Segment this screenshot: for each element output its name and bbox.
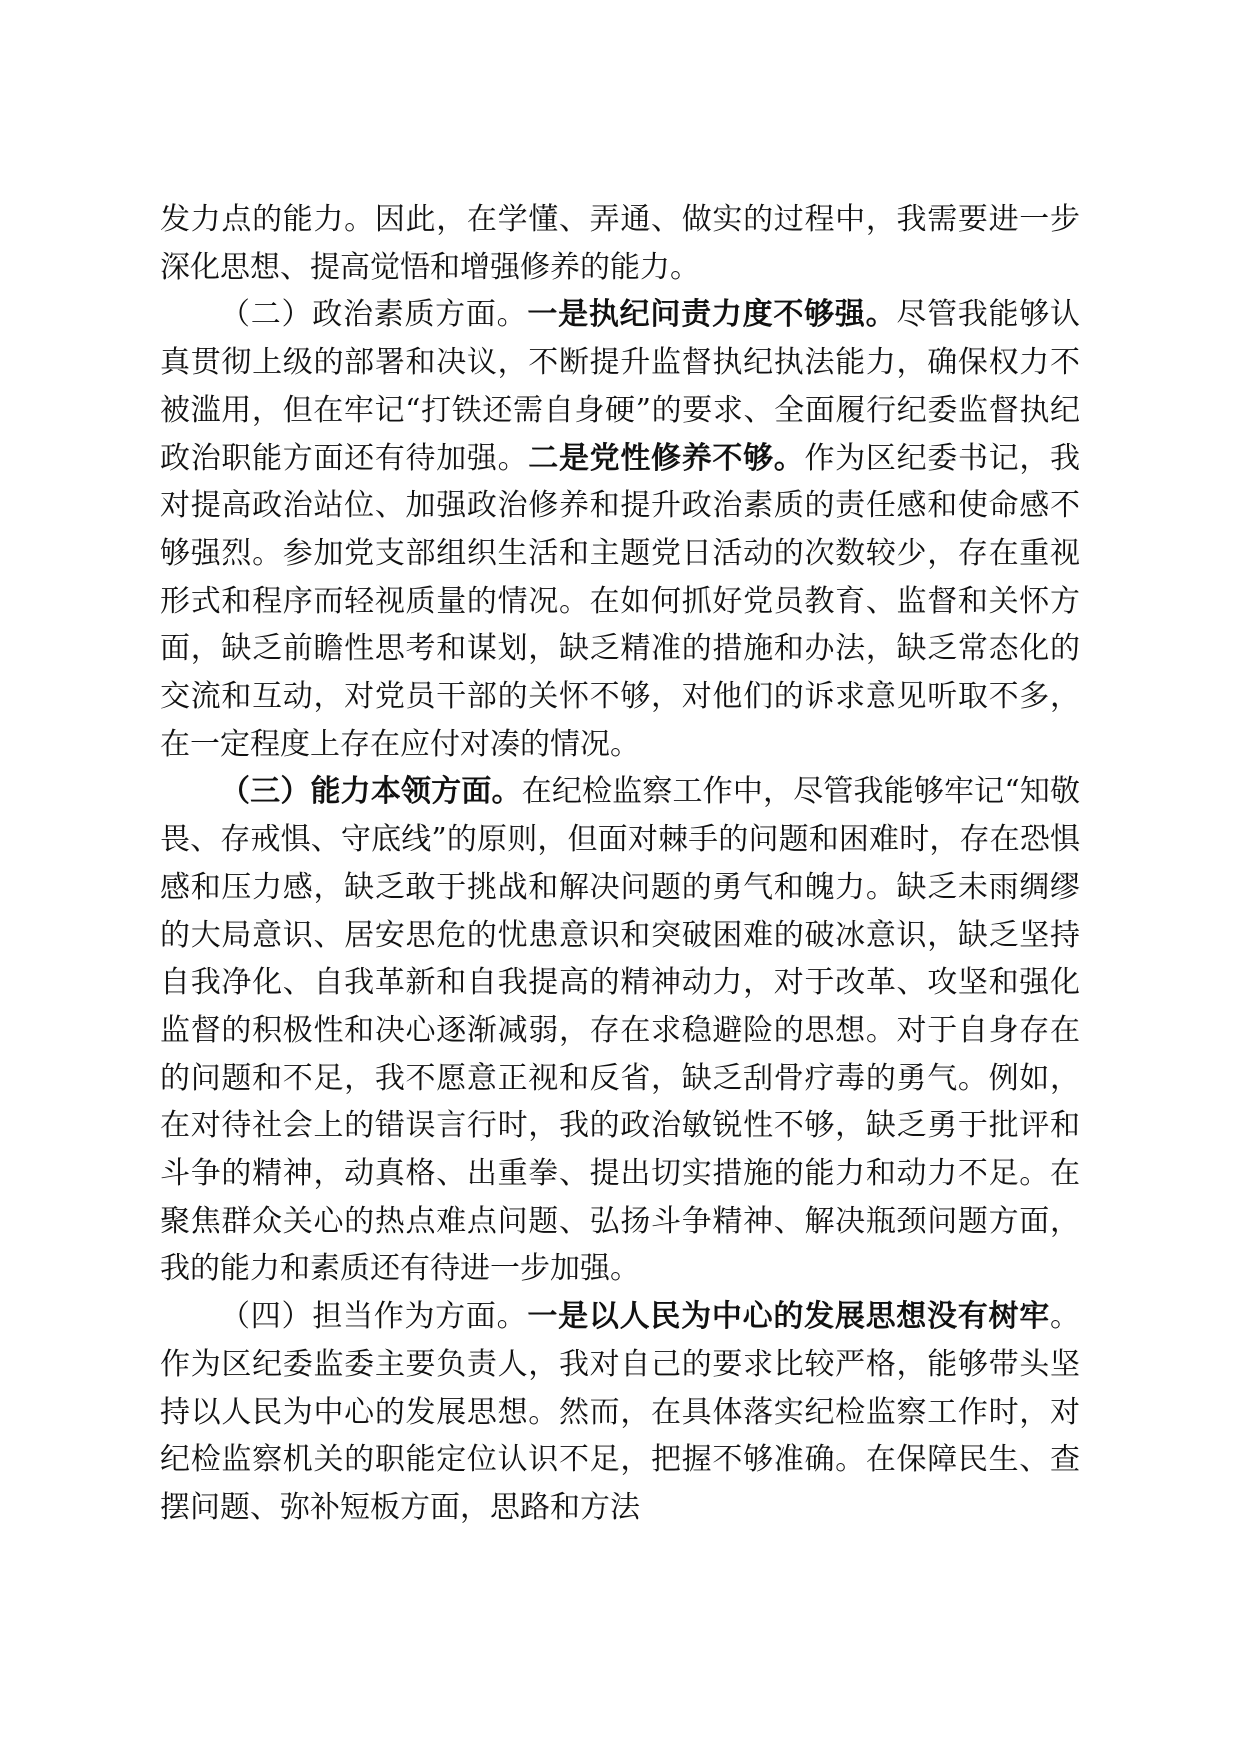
paragraph-political-quality <box>160 291 1080 768</box>
paragraph-text: 作为区纪委书记，我对提高政治站位、加强政治修养和提升政治素质的责任感和使命感不够强烈。参加党支部组织生活和主题党日活动的次数较少，存在重视形式和程序而轻视质量的情况。在如何抓好党员教育、监督和关怀方面，缺乏前瞻性思考和谋划，缺乏精准的措施和办法，缺乏常态化的交流和互动，对党员干部的关怀不够，对他们的诉求意见听取不多，在一定程度上存在应付对凑的情况。 <box>160 440 1080 762</box>
bold-point-two: 二是党性修养不够。 <box>528 440 805 476</box>
bold-point-one: 一是执纪问责力度不够强。 <box>527 297 897 333</box>
document-page <box>160 196 1080 1676</box>
bold-point-one: 一是以人民为中心的发展思想没有树牢 <box>527 1299 1051 1335</box>
paragraph-text: 发力点的能力。因此，在学懂、弄通、做实的过程中，我需要进一步深化思想、提高觉悟和增强修养的能力。 <box>160 202 1080 285</box>
paragraph-text: 。作为区纪委监委主要负责人，我对自己的要求比较严格，能够带头坚持以人民为中心的发展思想。然而，在具体落实纪检监察工作时，对纪检监察机关的职能定位认识不足，把握不够准确。在保障民生、查摆问题、弥补短板方面，思路和方法 <box>160 1299 1080 1525</box>
paragraph-ability <box>160 768 1080 1293</box>
section-heading: （二）政治素质方面。 <box>220 297 528 333</box>
paragraph-text: 在纪检监察工作中，尽管我能够牢记“知敬畏、存戒惧、守底线”的原则，但面对棘手的问题和困难时，存在恐惧感和压力感，缺乏敢于挑战和解决问题的勇气和魄力。缺乏未雨绸缪的大局意识、居安思危的忧患意识和突破困难的破冰意识，缺乏坚持自我净化、自我革新和自我提高的精神动力，对于改革、攻坚和强化监督的积极性和决心逐渐减弱，存在求稳避险的思想。对于自身存在的问题和不足，我不愿意正视和反省，缺乏刮骨疗毒的勇气。例如，在对待社会上的错误言行时，我的政治敏锐性不够，缺乏勇于批评和斗争的精神，动真格、出重拳、提出切实措施的能力和动力不足。在聚焦群众关心的热点难点问题、弘扬斗争精神、解决瓶颈问题方面，我的能力和素质还有待进一步加强。 <box>160 774 1080 1287</box>
section-heading: （四）担当作为方面。 <box>220 1299 528 1335</box>
paragraph-text: 尽管我能够认真贯彻上级的部署和决议，不断提升监督执纪执法能力，确保权力不被滥用，但在牢记“打铁还需自身硬”的要求、全面履行纪委监督执纪政治职能方面还有待加强。 <box>160 297 1080 476</box>
paragraph-responsibility <box>160 1293 1080 1532</box>
section-heading: （三）能力本领方面。 <box>220 774 522 810</box>
paragraph-continuation <box>160 196 1080 291</box>
